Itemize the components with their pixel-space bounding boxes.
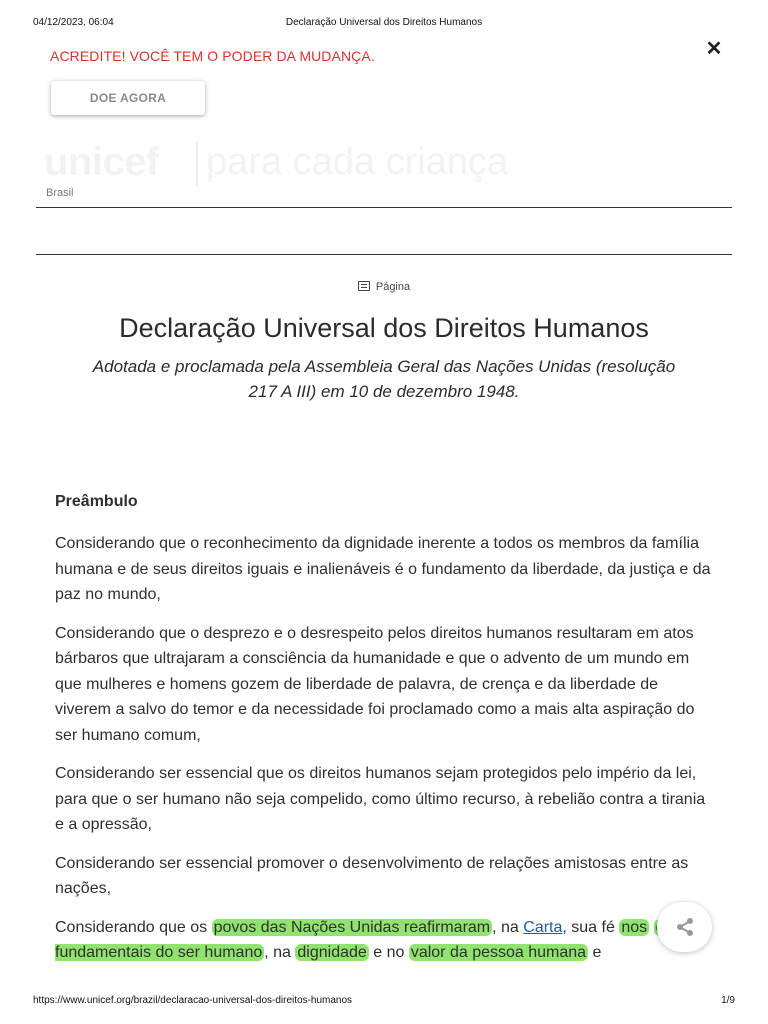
logo-tagline: para cada criança (206, 141, 509, 183)
paragraph-highlighted (55, 915, 715, 966)
highlight[interactable]: dignidade (297, 944, 367, 961)
section-heading: Preâmbulo (55, 493, 138, 510)
header-divider (36, 207, 732, 208)
page-title: Declaração Universal dos Direitos Humanos (119, 313, 649, 343)
print-doc-title: Declaração Universal dos Direitos Humanos (285, 17, 483, 28)
share-icon (674, 916, 696, 938)
highlight[interactable]: valor da pessoa humana (410, 944, 587, 961)
close-icon[interactable]: ✕ (705, 38, 723, 60)
paragraph: Considerando que o desprezo e o desrespeito pelos direitos humanos resultaram em atos bárbaros que ultrajaram a consciência da humanidade e que o advento de um mundo em que mulheres e homens gozem de liberdade de palavra, de crença e da liberdade de viverem a salvo do temor e da necessidade foi proclamado como a mais alta aspiração do ser humano comum, (55, 624, 695, 744)
paragraph: Considerando que o reconhecimento da dignidade inerente a todos os membros da família humana e de seus direitos iguais e inalienáveis é o fundamento da liberdade, da justiça e da paz no mundo, (55, 535, 711, 603)
paragraph: Considerando ser essencial promover o desenvolvimento de relações amistosas entre as nações, (55, 854, 689, 897)
print-url: https://www.unicef.org/brazil/declaracao-universal-dos-direitos-humanos (33, 995, 353, 1006)
text-run: e (588, 944, 602, 961)
donation-banner-text: ACREDITE! VOCÊ TEM O PODER DA MUDANÇA. (50, 48, 375, 64)
print-datetime: 04/12/2023, 06:04 (33, 17, 114, 28)
page-type-text: Página (375, 281, 411, 293)
print-page-number: 1/9 (721, 995, 735, 1006)
logo-wordmark: unicef (44, 140, 159, 184)
text-run: Considerando que os (55, 918, 212, 936)
page-subtitle: Adotada e proclamada pela Assembleia Geral das Nações Unidas (resolução 217 A III) em 10 de dezembro 1948. (92, 357, 676, 401)
text-run: e no (368, 944, 409, 961)
page-icon (358, 281, 370, 291)
nav-divider (36, 254, 732, 255)
text-run (649, 919, 653, 936)
highlight[interactable]: fundamentais do ser humano (55, 919, 707, 962)
logo-country: Brasil (46, 187, 74, 199)
donate-button[interactable]: DOE AGORA (51, 81, 205, 115)
text-run: , na (492, 918, 524, 936)
highlight[interactable]: povos das Nações Unidas reafirmaram (213, 918, 491, 936)
text-run: , na (264, 944, 296, 961)
carta-link[interactable]: Carta (523, 918, 563, 936)
unicef-logo[interactable] (44, 140, 159, 190)
highlight[interactable]: nos (621, 918, 648, 936)
logo-divider (196, 142, 198, 186)
article-body (55, 491, 715, 979)
share-button[interactable] (657, 902, 712, 952)
page-type-label (0, 281, 768, 293)
paragraph: Considerando ser essencial que os direitos humanos sejam protegidos pelo império da lei, para que o ser humano não seja compelido, como último recurso, à rebelião contra a tirania e a opressão, (55, 765, 706, 833)
text-run: , sua fé (562, 918, 620, 936)
